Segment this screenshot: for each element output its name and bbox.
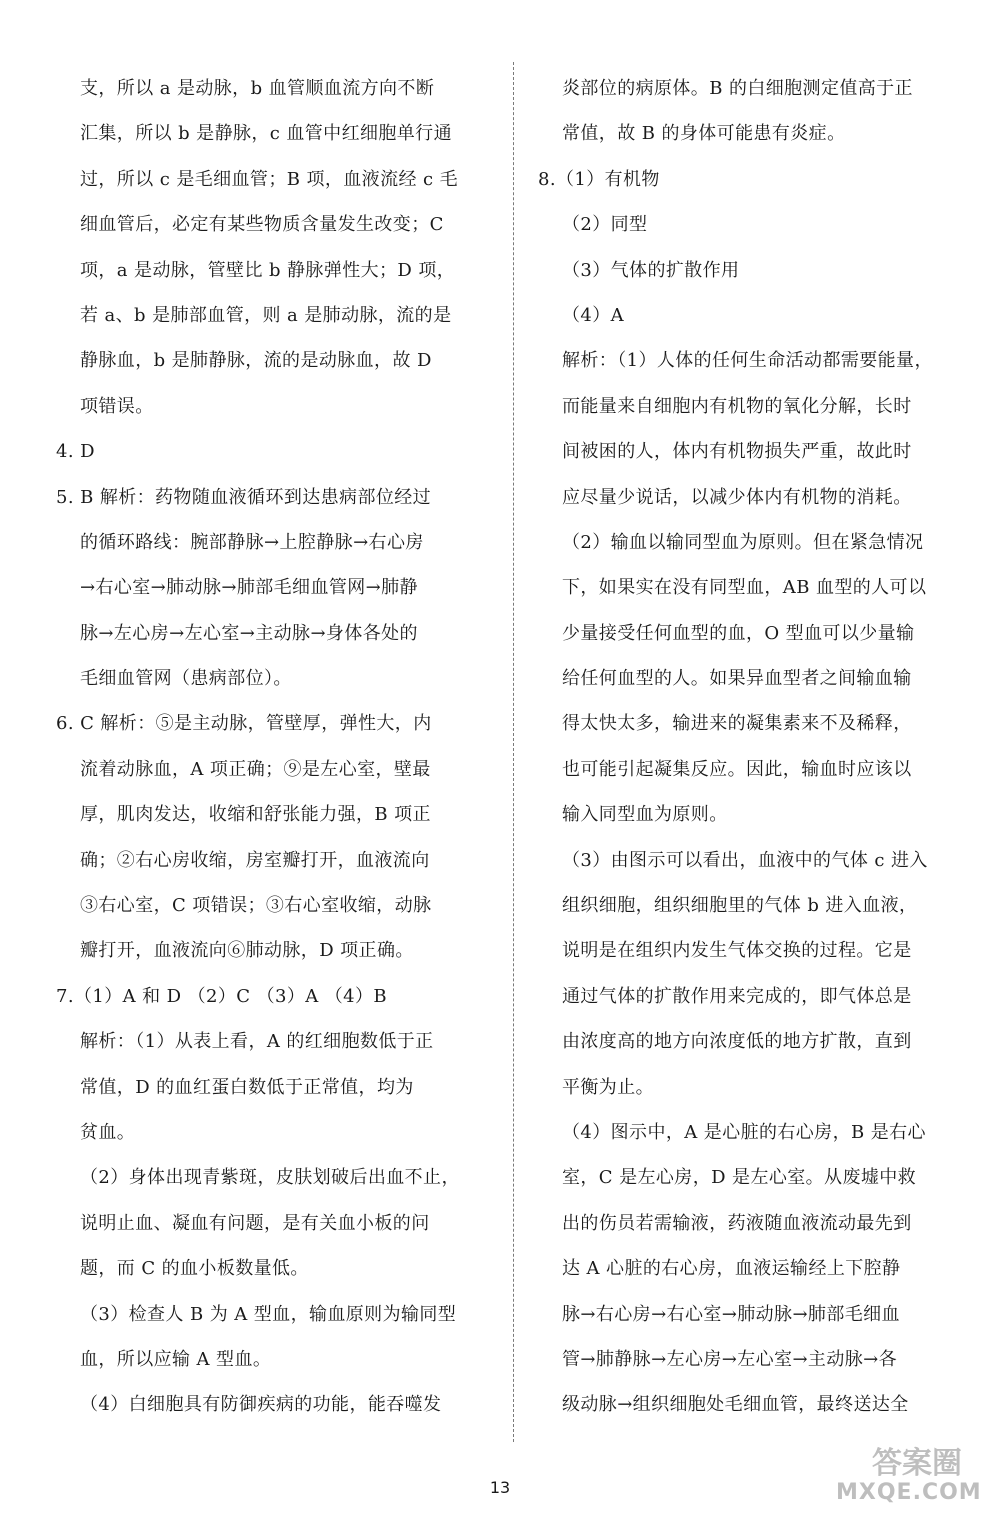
- right-text-line: 级动脉→组织细胞处毛细血管，最终送达全: [562, 1394, 909, 1416]
- left-text-line: 的循环路线：腕部静脉→上腔静脉→右心房: [80, 531, 424, 553]
- watermark-text-bottom: MXQE.COM: [836, 1480, 982, 1505]
- right-text-line: 说明是在组织内发生气体交换的过程。它是: [562, 940, 912, 962]
- left-text-line: 7.（1）A 和 D （2）C （3）A （4）B: [56, 985, 388, 1007]
- column-divider: [513, 62, 514, 1442]
- right-text-line: （2）同型: [562, 214, 648, 236]
- page-number: 13: [489, 1478, 511, 1497]
- left-text-line: 脉→左心房→左心室→主动脉→身体各处的: [80, 622, 418, 644]
- left-text-line: 项错误。: [80, 395, 154, 417]
- right-text-line: 而能量来自细胞内有机物的氧化分解，长时: [562, 395, 912, 417]
- left-text-line: 4. D: [56, 441, 95, 463]
- right-text-line: 通过气体的扩散作用来完成的，即气体总是: [562, 985, 912, 1007]
- watermark-logo: [832, 1436, 982, 1512]
- left-text-line: 5. B 解析：药物随血液循环到达患病部位经过: [56, 486, 432, 508]
- right-text-line: 由浓度高的地方向浓度低的地方扩散，直到: [562, 1031, 912, 1053]
- watermark-text-top: 答案圈: [872, 1446, 962, 1481]
- left-text-line: 汇集，所以 b 是静脉，c 血管中红细胞单行通: [80, 123, 452, 145]
- right-text-line: 管→肺静脉→左心房→左心室→主动脉→各: [562, 1348, 898, 1370]
- left-text-line: 细血管后，必定有某些物质含量发生改变；C: [80, 214, 444, 236]
- left-text-line: 贫血。: [80, 1121, 136, 1143]
- right-text-line: 室，C 是左心房，D 是左心室。从废墟中救: [562, 1167, 917, 1189]
- right-text-line: （2）输血以输同型血为原则。但在紧急情况: [562, 531, 924, 553]
- right-text-line: 脉→右心房→右心室→肺动脉→肺部毛细血: [562, 1303, 900, 1325]
- right-text-line: 常值，故 B 的身体可能患有炎症。: [562, 123, 846, 145]
- right-text-line: （4）A: [562, 304, 625, 326]
- right-text-line: （3）气体的扩散作用: [562, 259, 740, 281]
- left-text-line: 静脉血，b 是肺静脉，流的是动脉血，故 D: [80, 350, 432, 372]
- right-text-line: 平衡为止。: [562, 1076, 654, 1098]
- left-text-line: 若 a、b 是肺部血管，则 a 是肺动脉，流的是: [80, 304, 452, 326]
- left-text-line: 过，所以 c 是毛细血管；B 项，血液流经 c 毛: [80, 168, 458, 190]
- right-text-line: 解析：（1）人体的任何生命活动都需要能量，: [562, 350, 933, 372]
- right-text-line: 下，如果实在没有同型血，AB 血型的人可以: [562, 577, 927, 599]
- left-text-line: 解析：（1）从表上看，A 的红细胞数低于正: [80, 1031, 434, 1053]
- left-text-line: 瓣打开，血液流向⑥肺动脉，D 项正确。: [80, 940, 414, 962]
- left-text-line: （2）身体出现青紫斑，皮肤划破后出血不止，: [80, 1167, 460, 1189]
- right-text-line: 输入同型血为原则。: [562, 804, 728, 826]
- left-text-line: 项，a 是动脉，管壁比 b 静脉弹性大；D 项，: [80, 259, 456, 281]
- right-text-line: 出的伤员若需输液，药液随血液流动最先到: [562, 1212, 912, 1234]
- left-text-line: 说明止血、凝血有问题，是有关血小板的问: [80, 1212, 430, 1234]
- left-text-line: →右心室→肺动脉→肺部毛细血管网→肺静: [80, 577, 418, 599]
- right-text-line: 炎部位的病原体。B 的白细胞测定值高于正: [562, 78, 913, 99]
- left-text-line: 6. C 解析：⑤是主动脉，管壁厚，弹性大，内: [56, 713, 432, 735]
- right-column: [538, 66, 950, 1428]
- left-text-line: 厚，肌肉发达，收缩和舒张能力强，B 项正: [80, 804, 431, 826]
- left-text-line: 常值，D 的血红蛋白数低于正常值，均为: [80, 1076, 414, 1098]
- right-text-line: 应尽量少说话，以减少体内有机物的消耗。: [562, 486, 912, 508]
- left-text-line: （3）检查人 B 为 A 型血，输血原则为输同型: [80, 1303, 457, 1325]
- left-text-line: 毛细血管网（患病部位）。: [80, 668, 292, 690]
- right-text-line: 间被困的人，体内有机物损失严重，故此时: [562, 441, 912, 463]
- right-text-line: 组织细胞，组织细胞里的气体 b 进入血液，: [562, 895, 918, 917]
- right-text-line: 8.（1）有机物: [538, 168, 660, 190]
- left-text-line: 确；②右心房收缩，房室瓣打开，血液流向: [80, 849, 430, 871]
- right-text-line: 也可能引起凝集反应。因此，输血时应该以: [562, 758, 912, 780]
- right-text-line: 达 A 心脏的右心房，血液运输经上下腔静: [562, 1258, 901, 1280]
- left-text-line: ③右心室，C 项错误；③右心室收缩，动脉: [80, 895, 432, 917]
- left-text-line: 流着动脉血，A 项正确；⑨是左心室，壁最: [80, 758, 431, 780]
- right-text-line: 得太快太多，输进来的凝集素来不及稀释，: [562, 713, 912, 735]
- left-text-line: 题，而 C 的血小板数量低。: [80, 1258, 309, 1280]
- right-text-line: 给任何血型的人。如果异血型者之间输血输: [562, 668, 912, 690]
- left-text-line: 血，所以应输 A 型血。: [80, 1348, 272, 1370]
- right-text-line: （3）由图示可以看出，血液中的气体 c 进入: [562, 849, 928, 871]
- right-text-line: （4）图示中，A 是心脏的右心房，B 是右心: [562, 1121, 926, 1143]
- right-text-line: 少量接受任何血型的血，O 型血可以少量输: [562, 622, 915, 644]
- left-column: [56, 66, 468, 1428]
- left-text-line: 支，所以 a 是动脉，b 血管顺血流方向不断: [80, 78, 435, 99]
- left-text-line: （4）白细胞具有防御疾病的功能，能吞噬发: [80, 1394, 442, 1416]
